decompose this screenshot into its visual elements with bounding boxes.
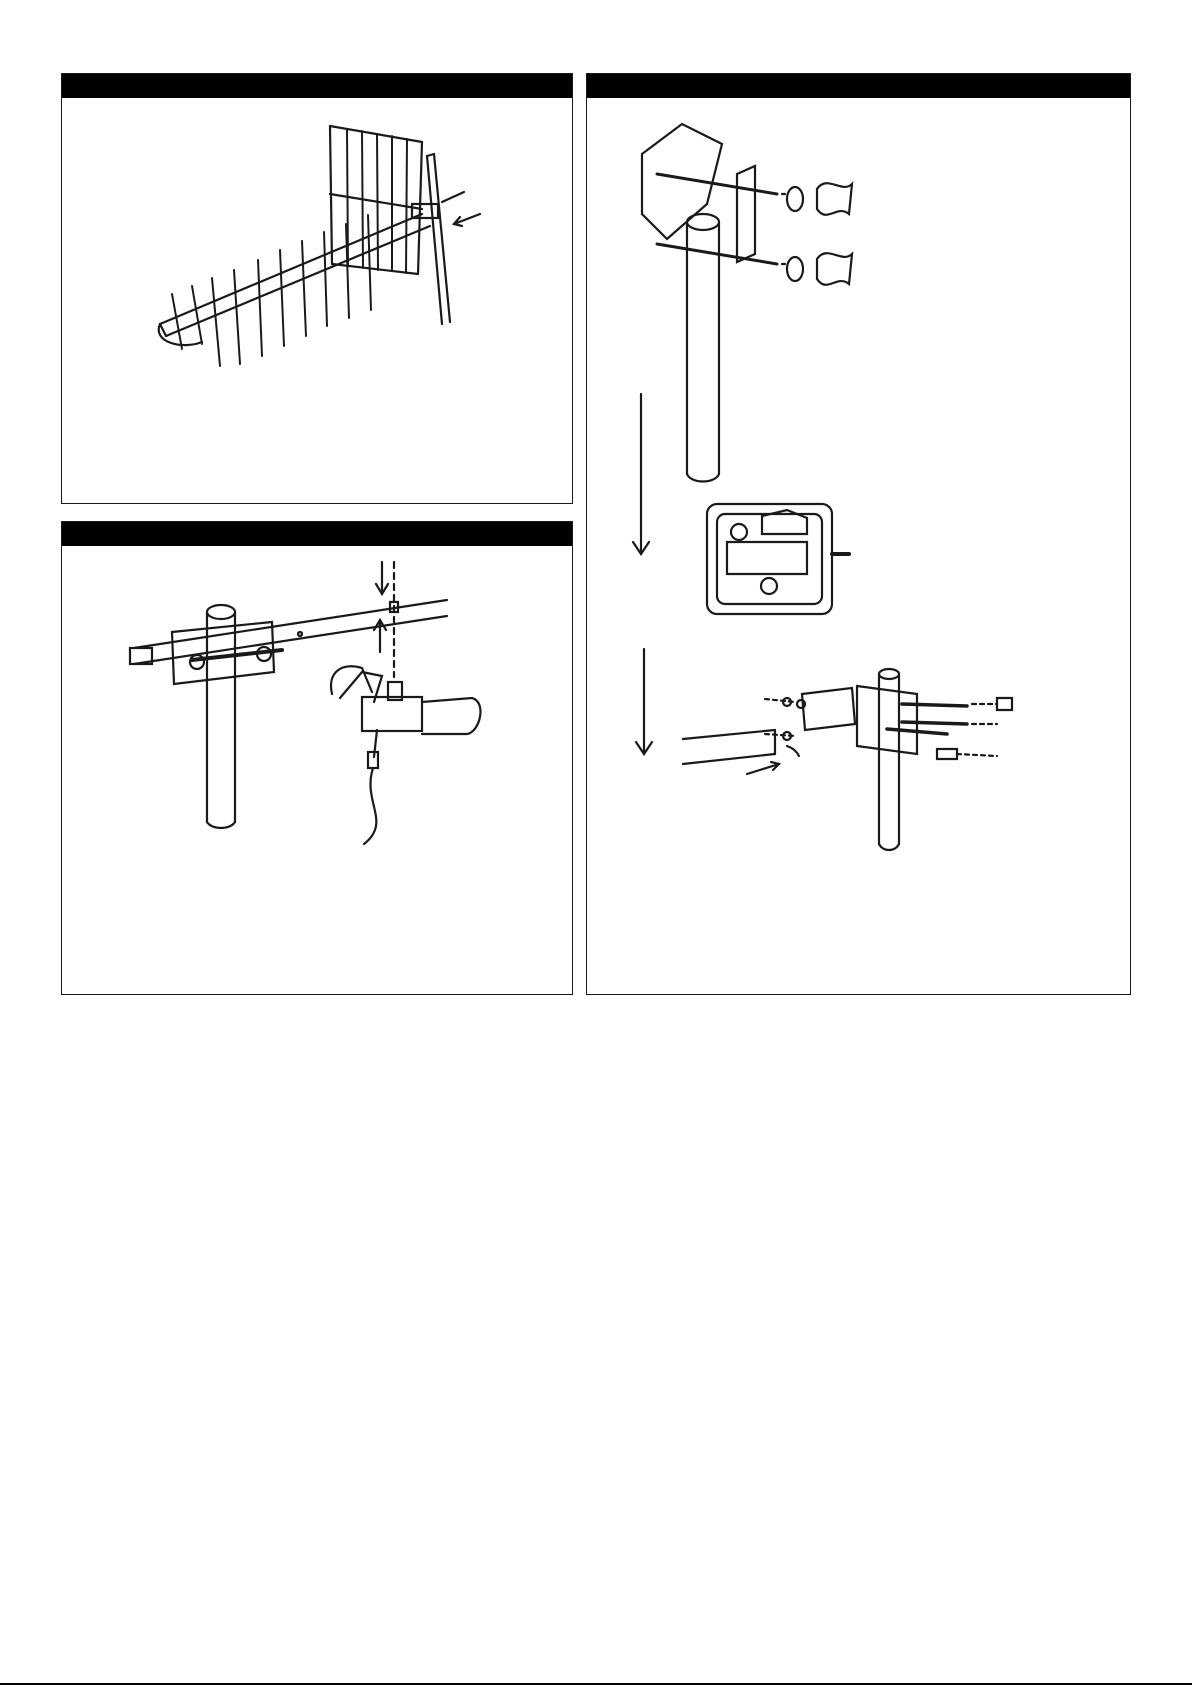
pole-mount-illustration <box>62 522 574 996</box>
panel-antenna <box>61 73 573 504</box>
mast-clamp-illustration <box>587 74 1132 996</box>
panel-clamp <box>586 73 1131 995</box>
yagi-antenna-illustration <box>62 74 574 505</box>
panel-pole-mount <box>61 521 573 995</box>
